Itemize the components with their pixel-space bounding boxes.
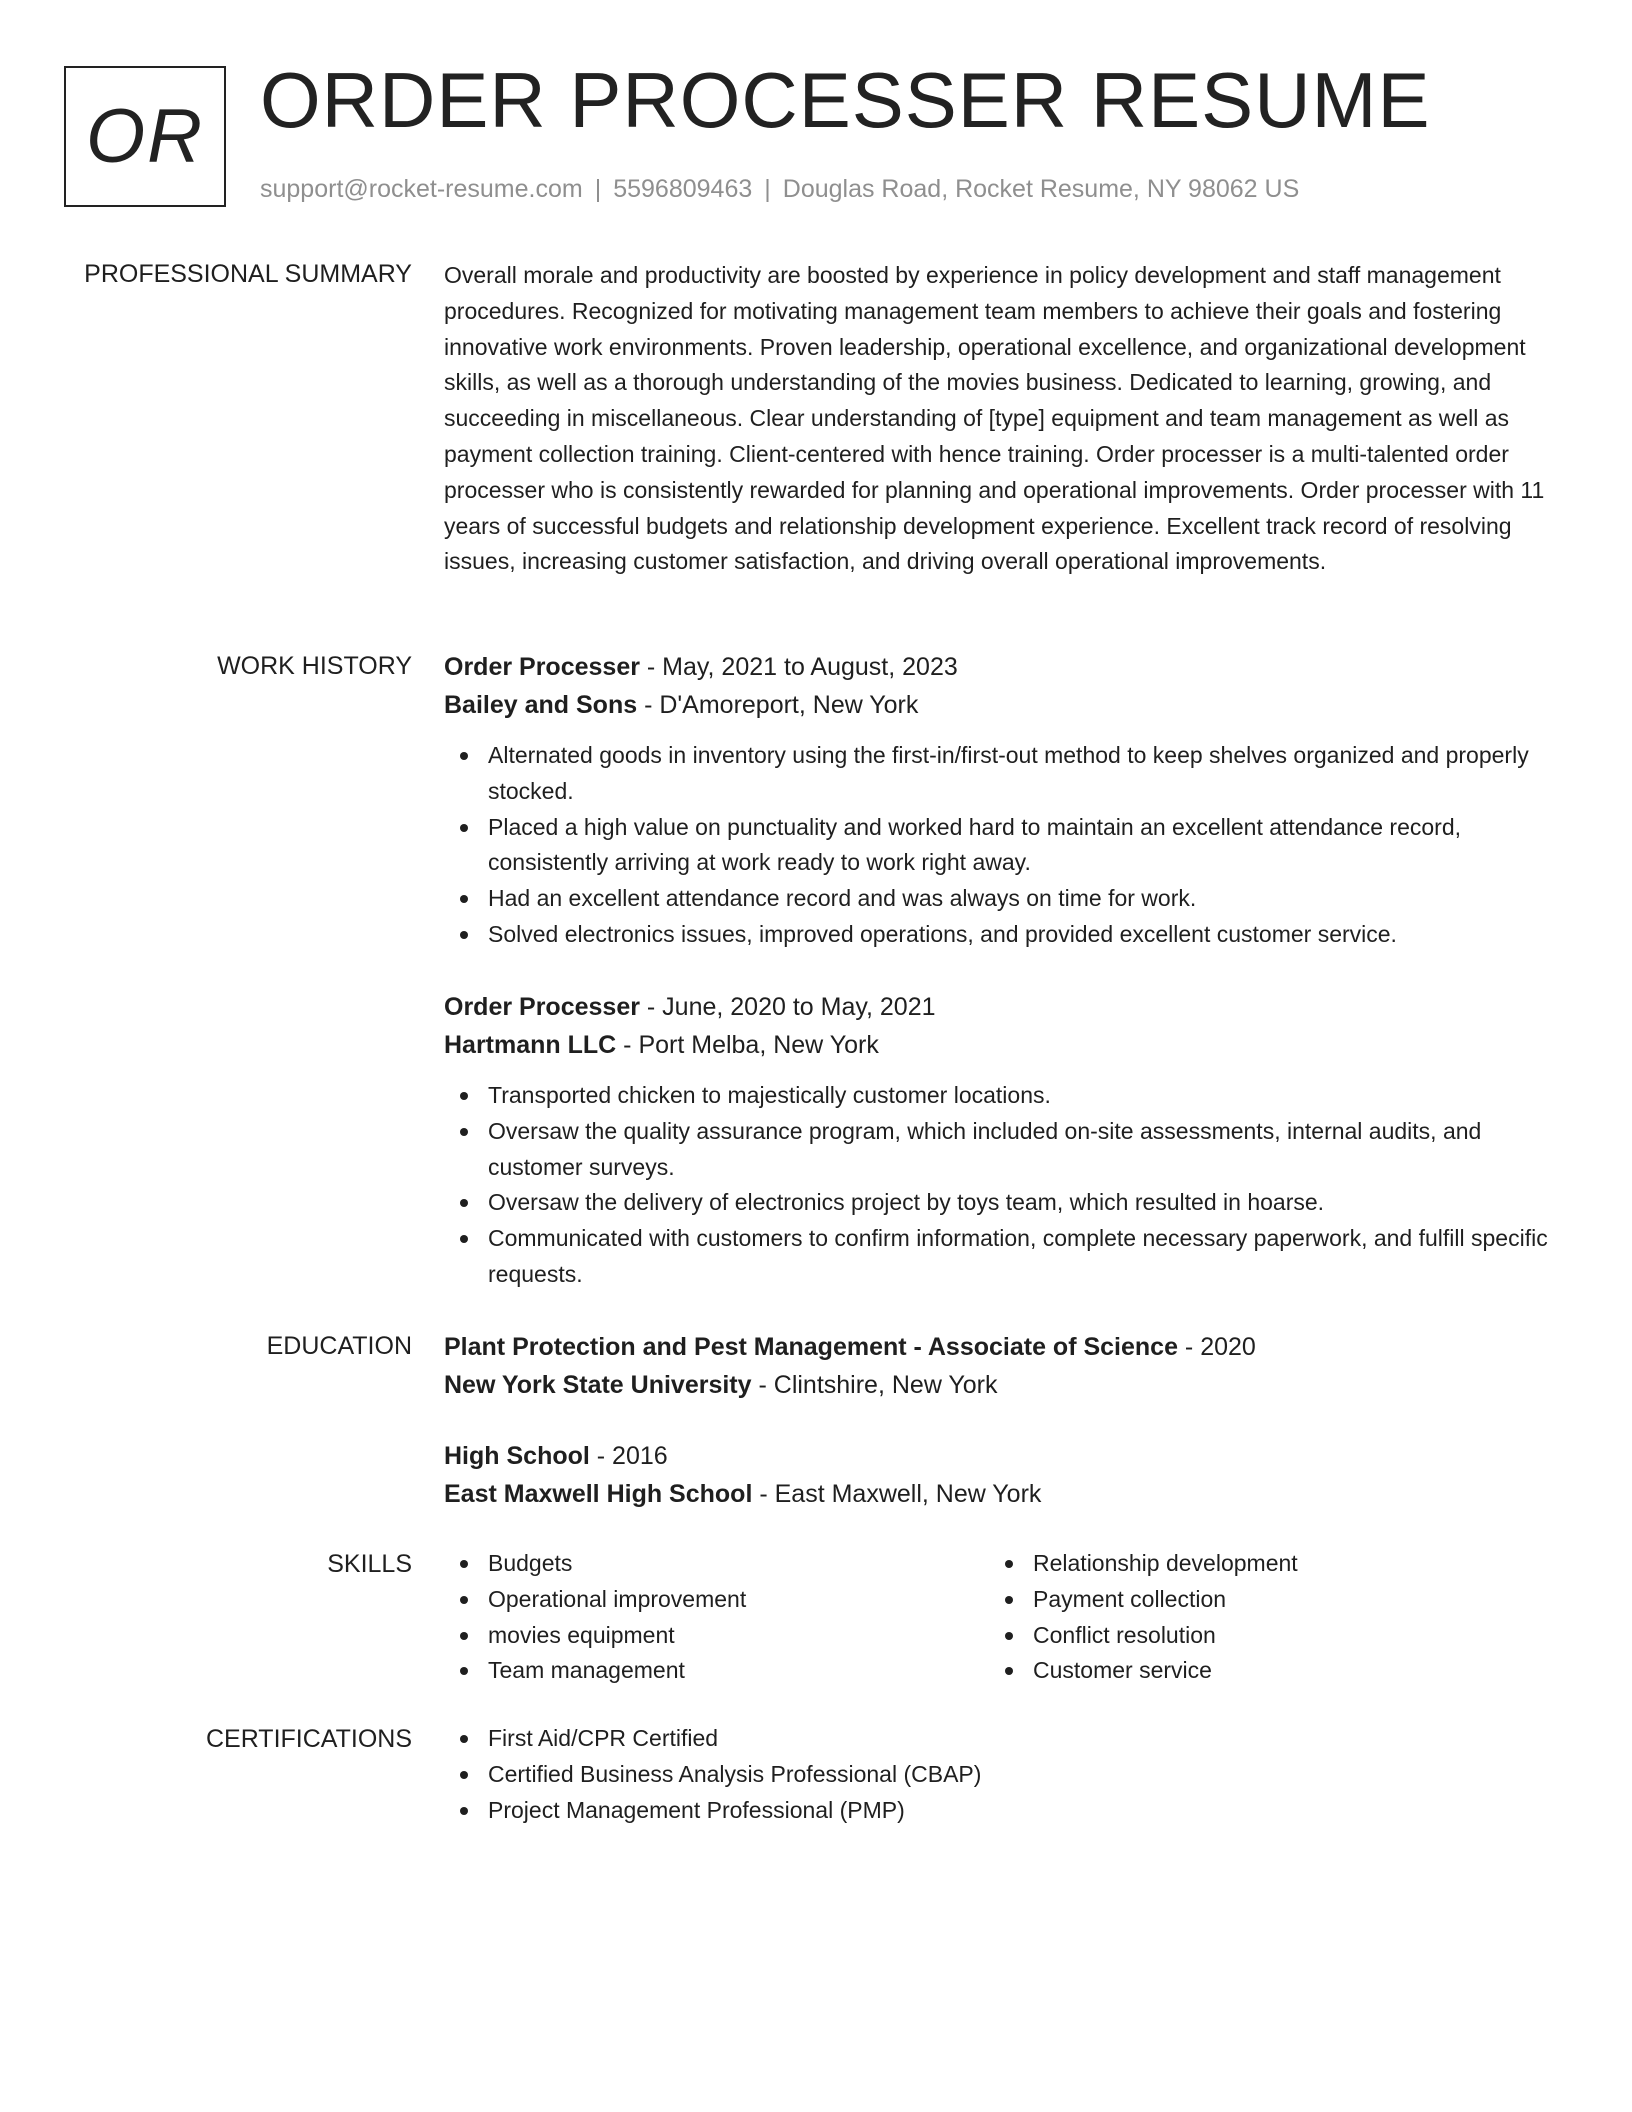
contact-separator: | <box>594 175 602 203</box>
contact-email[interactable]: support@rocket-resume.com <box>260 175 583 203</box>
degree-year: - 2020 <box>1177 1333 1256 1361</box>
school-line <box>444 1475 1559 1513</box>
contact-separator: | <box>764 175 771 203</box>
summary-text: Overall morale and productivity are boosted by experience in policy development and staff management procedures. Recognized for motivating management team members to achieve their goals and fostering innovative work environments. Proven leadership, operational excellence, and organizational development skills, as well as a thorough understanding of the movies business. Dedicated to learning, growing, and succeeding in miscellaneous. Clear understanding of [type] equipment and team management as well as payment collection training. Client-centered with hence training. Order processer is a multi-talented order processer who is consistently rewarded for planning and operational improvements. Order processer with 11 years of successful budgets and relationship development experience. Excellent track record of resolving issues, increasing customer satisfaction, and driving overall operational improvements. <box>444 262 1545 575</box>
education-entry <box>444 1328 1559 1404</box>
school-name: New York State University <box>444 1371 752 1399</box>
job-dates: - May, 2021 to August, 2023 <box>639 653 958 681</box>
list-item: Conflict resolution <box>989 1618 1509 1654</box>
summary-body <box>444 258 1559 580</box>
job-location: - D'Amoreport, New York <box>637 691 919 719</box>
contact-phone[interactable]: 5596809463 <box>613 175 753 203</box>
section-heading-certifications: CERTIFICATIONS <box>205 1725 412 1753</box>
job-title: Order Processer <box>444 993 640 1021</box>
job-bullet-list <box>444 1078 1559 1293</box>
monogram-initials: OR <box>86 93 204 179</box>
list-item: Oversaw the quality assurance program, which included on-site assessments, internal audits, and customer surveys. <box>444 1114 1559 1186</box>
list-item: Budgets <box>444 1546 964 1582</box>
certifications-list <box>444 1721 1559 1828</box>
list-item: Certified Business Analysis Professional (CBAP) <box>444 1757 1559 1793</box>
school-name: East Maxwell High School <box>444 1480 753 1508</box>
list-item: Alternated goods in inventory using the first-in/first-out method to keep shelves organized and properly stocked. <box>444 738 1559 810</box>
degree-year: - 2016 <box>589 1442 668 1470</box>
degree-line <box>444 1328 1559 1366</box>
list-item: Payment collection <box>989 1582 1509 1618</box>
section-heading-work-history: WORK HISTORY <box>217 652 412 680</box>
degree-line <box>444 1437 1559 1475</box>
job-title-line <box>444 988 1559 1026</box>
school-line <box>444 1366 1559 1404</box>
degree-name: Plant Protection and Pest Management - Associate of Science <box>444 1333 1178 1361</box>
job-company: Hartmann LLC <box>444 1031 617 1059</box>
list-item: Communicated with customers to confirm information, complete necessary paperwork, and fulfill specific requests. <box>444 1221 1559 1293</box>
monogram-box <box>64 66 226 207</box>
degree-name: High School <box>444 1442 590 1470</box>
job-company-line <box>444 1026 1559 1064</box>
list-item: Relationship development <box>989 1546 1509 1582</box>
resume-title: ORDER PROCESSER RESUME <box>260 56 1431 144</box>
section-heading-education: EDUCATION <box>266 1332 412 1360</box>
list-item: Operational improvement <box>444 1582 964 1618</box>
job-dates: - June, 2020 to May, 2021 <box>639 993 936 1021</box>
education-entry <box>444 1437 1559 1513</box>
list-item: Placed a high value on punctuality and worked hard to maintain an excellent attendance record, consistently arriving at work ready to work right away. <box>444 810 1559 882</box>
certifications-body <box>444 1721 1559 1828</box>
list-item: Oversaw the delivery of electronics project by toys team, which resulted in hoarse. <box>444 1185 1559 1221</box>
contact-line <box>260 174 1299 204</box>
job-company: Bailey and Sons <box>444 691 638 719</box>
list-item: Customer service <box>989 1653 1509 1689</box>
list-item: Team management <box>444 1653 964 1689</box>
skills-list-left <box>444 1546 964 1689</box>
job-title-line <box>444 648 1559 686</box>
list-item: Had an excellent attendance record and was always on time for work. <box>444 881 1559 917</box>
job-location: - Port Melba, New York <box>616 1031 879 1059</box>
job-company-line <box>444 686 1559 724</box>
section-heading-skills: SKILLS <box>327 1550 412 1578</box>
section-heading-summary: PROFESSIONAL SUMMARY <box>84 260 412 288</box>
job-bullet-list <box>444 738 1559 953</box>
list-item: Transported chicken to majestically customer locations. <box>444 1078 1559 1114</box>
contact-address: Douglas Road, Rocket Resume, NY 98062 US <box>782 175 1300 203</box>
list-item: Project Management Professional (PMP) <box>444 1793 1559 1829</box>
list-item: movies equipment <box>444 1618 964 1654</box>
job-entry <box>444 988 1559 1293</box>
list-item: Solved electronics issues, improved operations, and provided excellent customer service. <box>444 917 1559 953</box>
job-title: Order Processer <box>444 653 640 681</box>
skills-list-right <box>989 1546 1509 1689</box>
job-entry <box>444 648 1559 953</box>
school-location: - Clintshire, New York <box>751 1371 998 1399</box>
list-item: First Aid/CPR Certified <box>444 1721 1559 1757</box>
school-location: - East Maxwell, New York <box>752 1480 1042 1508</box>
